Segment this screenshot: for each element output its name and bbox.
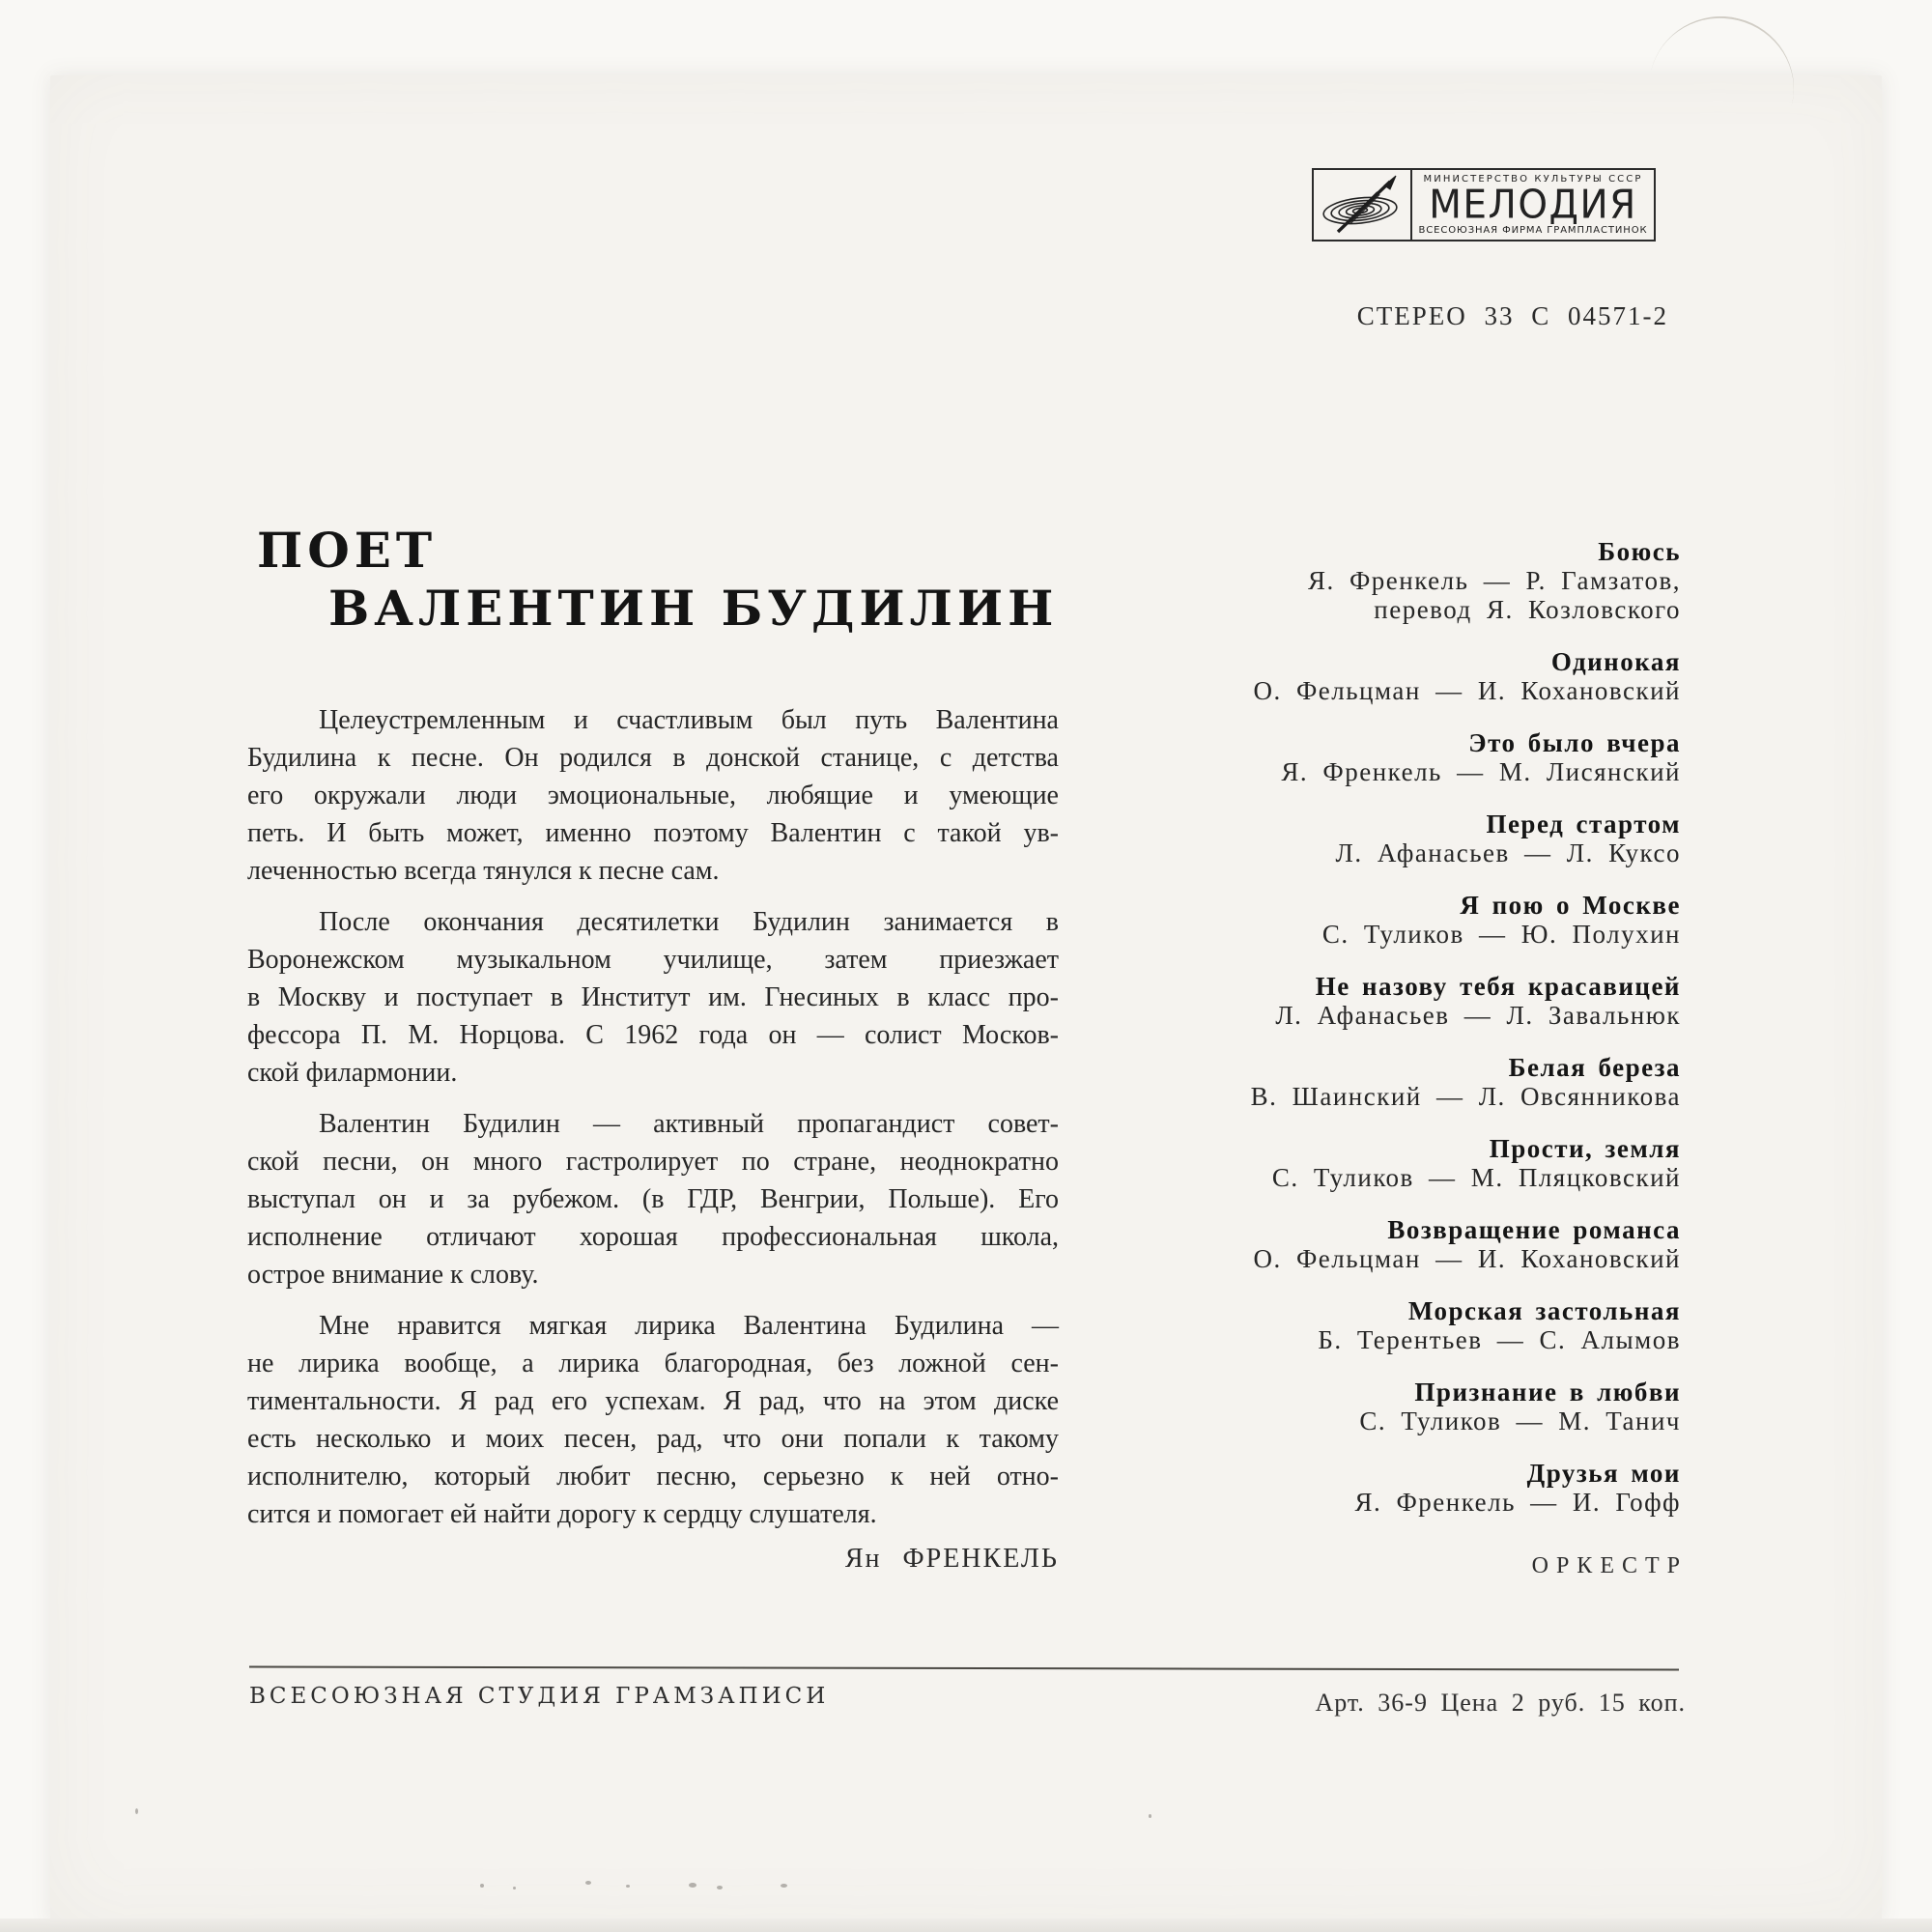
art-number-and-price: Арт. 36-9 Цена 2 руб. 15 коп. bbox=[1315, 1689, 1686, 1717]
track-credit: В. Шаинский — Л. Овсянникова bbox=[1250, 1082, 1681, 1111]
scan-bottom-edge bbox=[0, 1918, 1932, 1932]
track-title: Морская застольная bbox=[1407, 1296, 1681, 1325]
track-title: Я пою о Москве bbox=[1460, 891, 1681, 920]
track-title: Одинокая bbox=[1550, 647, 1681, 676]
liner-line: Воронежском музыкальном училище, затем приезжает bbox=[247, 945, 1059, 975]
label-name: МЕЛОДИЯ bbox=[1429, 182, 1637, 228]
liner-line: Валентин Будилин — активный пропагандист совет- bbox=[319, 1109, 1059, 1139]
track-credit: Л. Афанасьев — Л. Завальнюк bbox=[1275, 1001, 1681, 1030]
track-credit: С. Туликов — М. Пляцковский bbox=[1271, 1163, 1681, 1192]
track-credit: О. Фельцман — И. Кохановский bbox=[1253, 676, 1681, 705]
paper-speck bbox=[480, 1884, 484, 1888]
track-credit: С. Туликов — М. Танич bbox=[1359, 1406, 1681, 1435]
track-title: Белая береза bbox=[1508, 1053, 1681, 1082]
liner-line: тиментальности. Я рад его успехам. Я рад, что на этом диске bbox=[247, 1386, 1059, 1416]
track-credit: Б. Терентьев — С. Алымов bbox=[1318, 1325, 1681, 1354]
track-credit: перевод Я. Козловского bbox=[1374, 595, 1681, 624]
track-entry bbox=[1005, 537, 1681, 624]
paper-speck bbox=[135, 1808, 138, 1814]
liner-line: Будилина к песне. Он родился в донской станице, с детства bbox=[247, 743, 1059, 773]
paper-speck bbox=[717, 1886, 723, 1889]
track-credit: Я. Френкель — Р. Гамзатов, bbox=[1307, 566, 1681, 595]
track-title: Не назову тебя красавицей bbox=[1315, 972, 1681, 1001]
album-title-line-1: ПОЕТ bbox=[257, 522, 438, 579]
liner-line: ской песни, он много гастролирует по стране, неоднократно bbox=[247, 1147, 1059, 1177]
liner-line: исполнителю, который любит песню, серьезно к ней отно- bbox=[247, 1462, 1059, 1492]
track-list bbox=[1005, 537, 1681, 1517]
liner-paragraph bbox=[247, 903, 1059, 1092]
melodiya-logo-text bbox=[1412, 170, 1654, 240]
paper-speck bbox=[513, 1887, 516, 1889]
liner-line: Целеустремленным и счастливым был путь Валентина bbox=[319, 705, 1059, 735]
liner-line: фессора П. М. Норцова. С 1962 года он — солист Москов- bbox=[247, 1020, 1059, 1050]
melodiya-logo bbox=[1312, 168, 1656, 242]
track-title: Боюсь bbox=[1598, 537, 1681, 566]
liner-line: исполнение отличают хорошая профессиональная школа, bbox=[247, 1222, 1059, 1252]
track-entry bbox=[1005, 1134, 1681, 1192]
track-entry bbox=[1005, 810, 1681, 867]
liner-notes-signature: Ян ФРЕНКЕЛЬ bbox=[844, 1544, 1059, 1574]
track-entry bbox=[1005, 1296, 1681, 1354]
track-entry bbox=[1005, 728, 1681, 786]
liner-line: Мне нравится мягкая лирика Валентина Будилина — bbox=[319, 1311, 1059, 1341]
track-credit: Л. Афанасьев — Л. Куксо bbox=[1335, 838, 1681, 867]
track-entry bbox=[1005, 1378, 1681, 1435]
liner-line: сится и помогает ей найти дорогу к сердцу слушателя. bbox=[247, 1499, 877, 1529]
track-credit: О. Фельцман — И. Кохановский bbox=[1253, 1244, 1681, 1273]
album-title-line-2: ВАЛЕНТИН БУДИЛИН bbox=[328, 580, 1059, 637]
liner-line: есть несколько и моих песен, рад, что они попали к такому bbox=[247, 1424, 1059, 1454]
liner-line: в Москву и поступает в Институт им. Гнесиных в класс про- bbox=[247, 982, 1059, 1012]
liner-line: острое внимание к слову. bbox=[247, 1260, 539, 1290]
liner-notes bbox=[247, 701, 1059, 1533]
liner-paragraph bbox=[247, 1105, 1059, 1293]
liner-line: не лирика вообще, а лирика благородная, без ложной сен- bbox=[247, 1349, 1059, 1378]
liner-line: После окончания десятилетки Будилин занимается в bbox=[319, 907, 1059, 937]
paper-speck bbox=[585, 1881, 591, 1885]
track-title: Друзья мои bbox=[1526, 1459, 1681, 1488]
liner-line: леченностью всегда тянулся к песне сам. bbox=[247, 856, 720, 886]
liner-line: выступал он и за рубежом. (в ГДР, Венгрии, Польше). Его bbox=[247, 1184, 1059, 1214]
firm-line: ВСЕСОЮЗНАЯ ФИРМА ГРАМПЛАСТИНОК bbox=[1418, 225, 1648, 236]
track-title: Признание в любви bbox=[1414, 1378, 1681, 1406]
studio-credit: ВСЕСОЮЗНАЯ СТУДИЯ ГРАМЗАПИСИ bbox=[249, 1684, 830, 1709]
track-entry bbox=[1005, 972, 1681, 1030]
liner-line: его окружали люди эмоциональные, любящие и умеющие bbox=[247, 781, 1059, 810]
track-entry bbox=[1005, 1215, 1681, 1273]
track-title: Прости, земля bbox=[1489, 1134, 1681, 1163]
melodiya-tuning-fork-over-record-icon bbox=[1314, 170, 1412, 240]
paper-speck bbox=[689, 1883, 696, 1888]
paper-speck bbox=[1149, 1814, 1151, 1818]
liner-paragraph bbox=[247, 701, 1059, 890]
track-entry bbox=[1005, 1053, 1681, 1111]
liner-line: ской филармонии. bbox=[247, 1058, 458, 1088]
track-title: Перед стартом bbox=[1486, 810, 1681, 838]
paper-speck bbox=[781, 1884, 787, 1888]
album-title bbox=[257, 522, 1058, 638]
track-entry bbox=[1005, 1459, 1681, 1517]
track-title: Возвращение романса bbox=[1387, 1215, 1681, 1244]
track-entry bbox=[1005, 647, 1681, 705]
paper-speck bbox=[626, 1885, 630, 1888]
liner-line: петь. И быть может, именно поэтому Валентин с такой ув- bbox=[247, 818, 1059, 848]
track-entry bbox=[1005, 891, 1681, 949]
orchestra-note: ОРКЕСТР bbox=[1531, 1553, 1688, 1578]
track-credit: Я. Френкель — М. Лисянский bbox=[1281, 757, 1681, 786]
track-credit: С. Туликов — Ю. Полухин bbox=[1321, 920, 1681, 949]
track-credit: Я. Френкель — И. Гофф bbox=[1354, 1488, 1681, 1517]
catalog-number: СТЕРЕО 33 С 04571-2 bbox=[1356, 301, 1668, 330]
track-title: Это было вчера bbox=[1468, 728, 1681, 757]
liner-paragraph bbox=[247, 1307, 1059, 1533]
ministry-line: МИНИСТЕРСТВО КУЛЬТУРЫ СССР bbox=[1423, 174, 1643, 185]
